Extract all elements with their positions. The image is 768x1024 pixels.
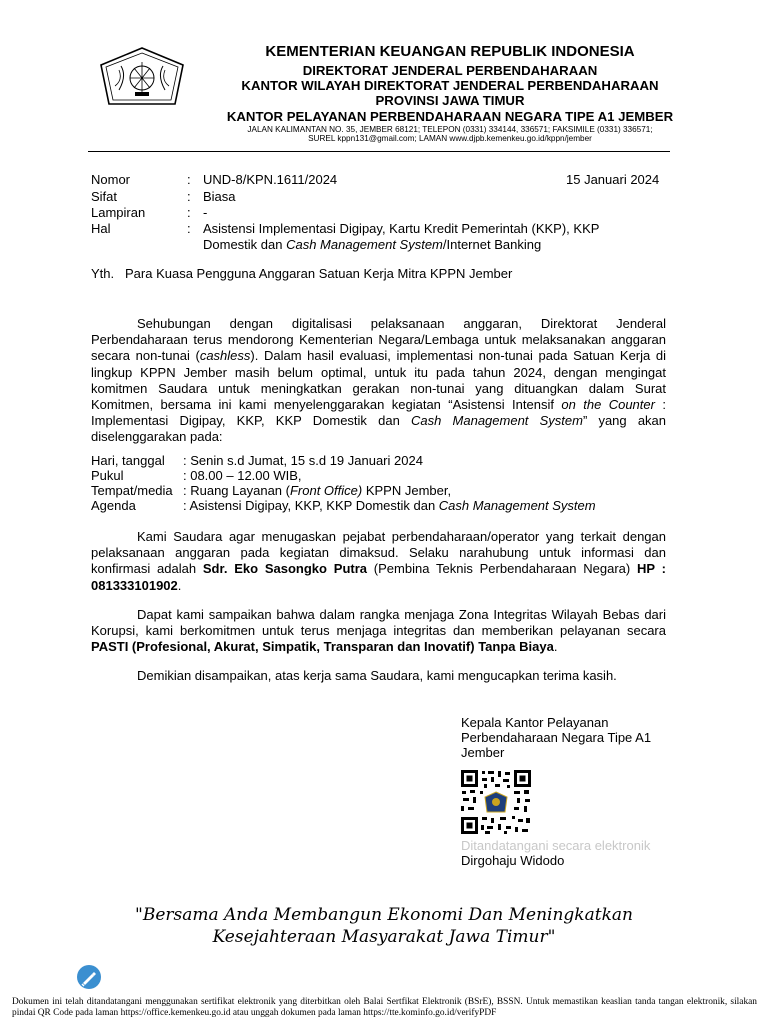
lampiran-colon: : (187, 205, 191, 220)
footer-disclaimer: Dokumen ini telah ditandatangani menggunakan sertifikat elektronik yang diterbitkan oleh Balai Sertfikat Elektronik (BSrE), BSSN. Untuk memastikan keaslian tanda tangan elektronik, silakan pindai QR Code pada laman https://office.kemenkeu.go.id atau unggah dokumen pada laman https://tte.kominfo.go.id/verifyPDF (12, 997, 757, 1018)
hal-line1: Asistensi Implementasi Digipay, Kartu Kredit Pemerintah (KKP), KKP (203, 221, 600, 236)
letter-date: 15 Januari 2024 (566, 172, 660, 187)
hal-label: Hal (91, 221, 111, 236)
agenda-pukul-label: Pukul (91, 468, 124, 483)
province-title: PROVINSI JAWA TIMUR (375, 93, 525, 108)
esign-note: Ditandatangani secara elektronik (461, 838, 651, 853)
ministry-title: KEMENTERIAN KEUANGAN REPUBLIK INDONESIA (265, 43, 635, 60)
signer-title-line2: Perbendaharaan Negara Tipe A1 (461, 730, 652, 745)
agenda-tempat-value: : Ruang Layanan (Front Office) KPPN Jember, (183, 483, 452, 498)
sifat-value: Biasa (203, 189, 236, 204)
agenda-agenda-value: : Asistensi Digipay, KKP, KKP Domestik dan Cash Management System (183, 498, 596, 513)
signer-title-line3: Jember (461, 745, 505, 760)
agenda-pukul-value: : 08.00 – 12.00 WIB, (183, 468, 302, 483)
directorate-title: DIREKTORAT JENDERAL PERBENDAHARAAN (302, 63, 598, 78)
motto-line1: "Bersama Anda Membangun Ekonomi Dan Meningkatkan (135, 905, 633, 925)
paragraph-intro: Sehubungan dengan digitalisasi pelaksanaan anggaran, Direktorat Jenderal Perbendaharaan terus mendorong Kementerian Negara/Lembaga untuk melaksanakan anggaran secara non-tunai (cashless). Dalam hasil evaluasi, implementasi non-tunai pada Satuan Kerja di lingkup KPPN Jember masih belum optimal, untuk itu pada tahun 2024, dengan mengingat komitmen Saudara untuk meningkatkan gerakan non-tunai yang dituangkan dalam Surat Komitmen, bersama ini kami menyelenggarakan kegiatan “Asistensi Intensif on the Counter : Implementasi Digipay, KKP, KKP Domestik dan Cash Management System” yang akan diselenggarakan pada: (91, 316, 667, 445)
nomor-colon: : (187, 172, 191, 187)
agenda-tempat-label: Tempat/media (91, 483, 173, 498)
lampiran-value: - (203, 205, 208, 220)
sifat-colon: : (187, 189, 191, 204)
motto-line2: Kesejahteraan Masyarakat Jawa Timur" (212, 927, 556, 947)
agenda-agenda-label: Agenda (91, 498, 136, 513)
addressee-prefix: Yth. (91, 266, 115, 281)
sifat-label: Sifat (91, 189, 118, 204)
nomor-label: Nomor (91, 172, 131, 187)
agenda-hari-value: : Senin s.d Jumat, 15 s.d 19 Januari 2024 (183, 453, 423, 468)
regional-office-title: KANTOR WILAYAH DIREKTORAT JENDERAL PERBENDAHARAAN (241, 78, 659, 93)
lampiran-label: Lampiran (91, 205, 146, 220)
paragraph-contact: Kami Saudara agar menugaskan pejabat perbendaharaan/operator yang terkait dengan pelaksanaan anggaran pada kegiatan dimaksud. Selaku narahubung untuk informasi dan konfirmasi adalah Sdr. Eko Sasongko Putra (Pembina Teknis Perbendaharaan Negara) HP : 081333101902. (91, 529, 666, 593)
office-address: JALAN KALIMANTAN NO. 35, JEMBER 68121; TELEPON (0331) 334144, 336571; FAKSIMILE (0331) 336571; (247, 125, 653, 134)
nomor-value: UND-8/KPN.1611/2024 (203, 172, 338, 187)
agenda-hari-label: Hari, tanggal (91, 453, 165, 468)
signer-name: Dirgohaju Widodo (461, 853, 565, 868)
qr-code-icon (460, 769, 532, 835)
hal-colon: : (187, 221, 191, 236)
paragraph-closing: Demikian disampaikan, atas kerja sama Saudara, kami mengucapkan terima kasih. (137, 668, 617, 683)
kemenkeu-emblem-icon (97, 46, 187, 108)
hal-value: Asistensi Implementasi Digipay, Kartu Kredit Pemerintah (KKP), KKP Domestik dan Cash Management System/Internet Banking (203, 221, 600, 252)
addressee: Para Kuasa Pengguna Anggaran Satuan Kerja Mitra KPPN Jember (125, 266, 513, 281)
paragraph-integrity: Dapat kami sampaikan bahwa dalam rangka menjaga Zona Integritas Wilayah Bebas dari Korupsi, kami berkomitmen untuk terus menjaga integritas dan memberikan pelayanan secara PASTI (Profesional, Akurat, Simpatik, Transparan dan Inovatif) Tanpa Biaya. (91, 607, 666, 655)
letterhead-divider (88, 151, 670, 152)
office-contact: SUREL kppn131@gmail.com; LAMAN www.djpb.kemenkeu.go.id/kppn/jember (308, 134, 592, 143)
esign-badge-icon (76, 964, 102, 990)
signer-title-line1: Kepala Kantor Pelayanan (461, 715, 609, 730)
office-title: KANTOR PELAYANAN PERBENDAHARAAN NEGARA TIPE A1 JEMBER (226, 109, 674, 124)
